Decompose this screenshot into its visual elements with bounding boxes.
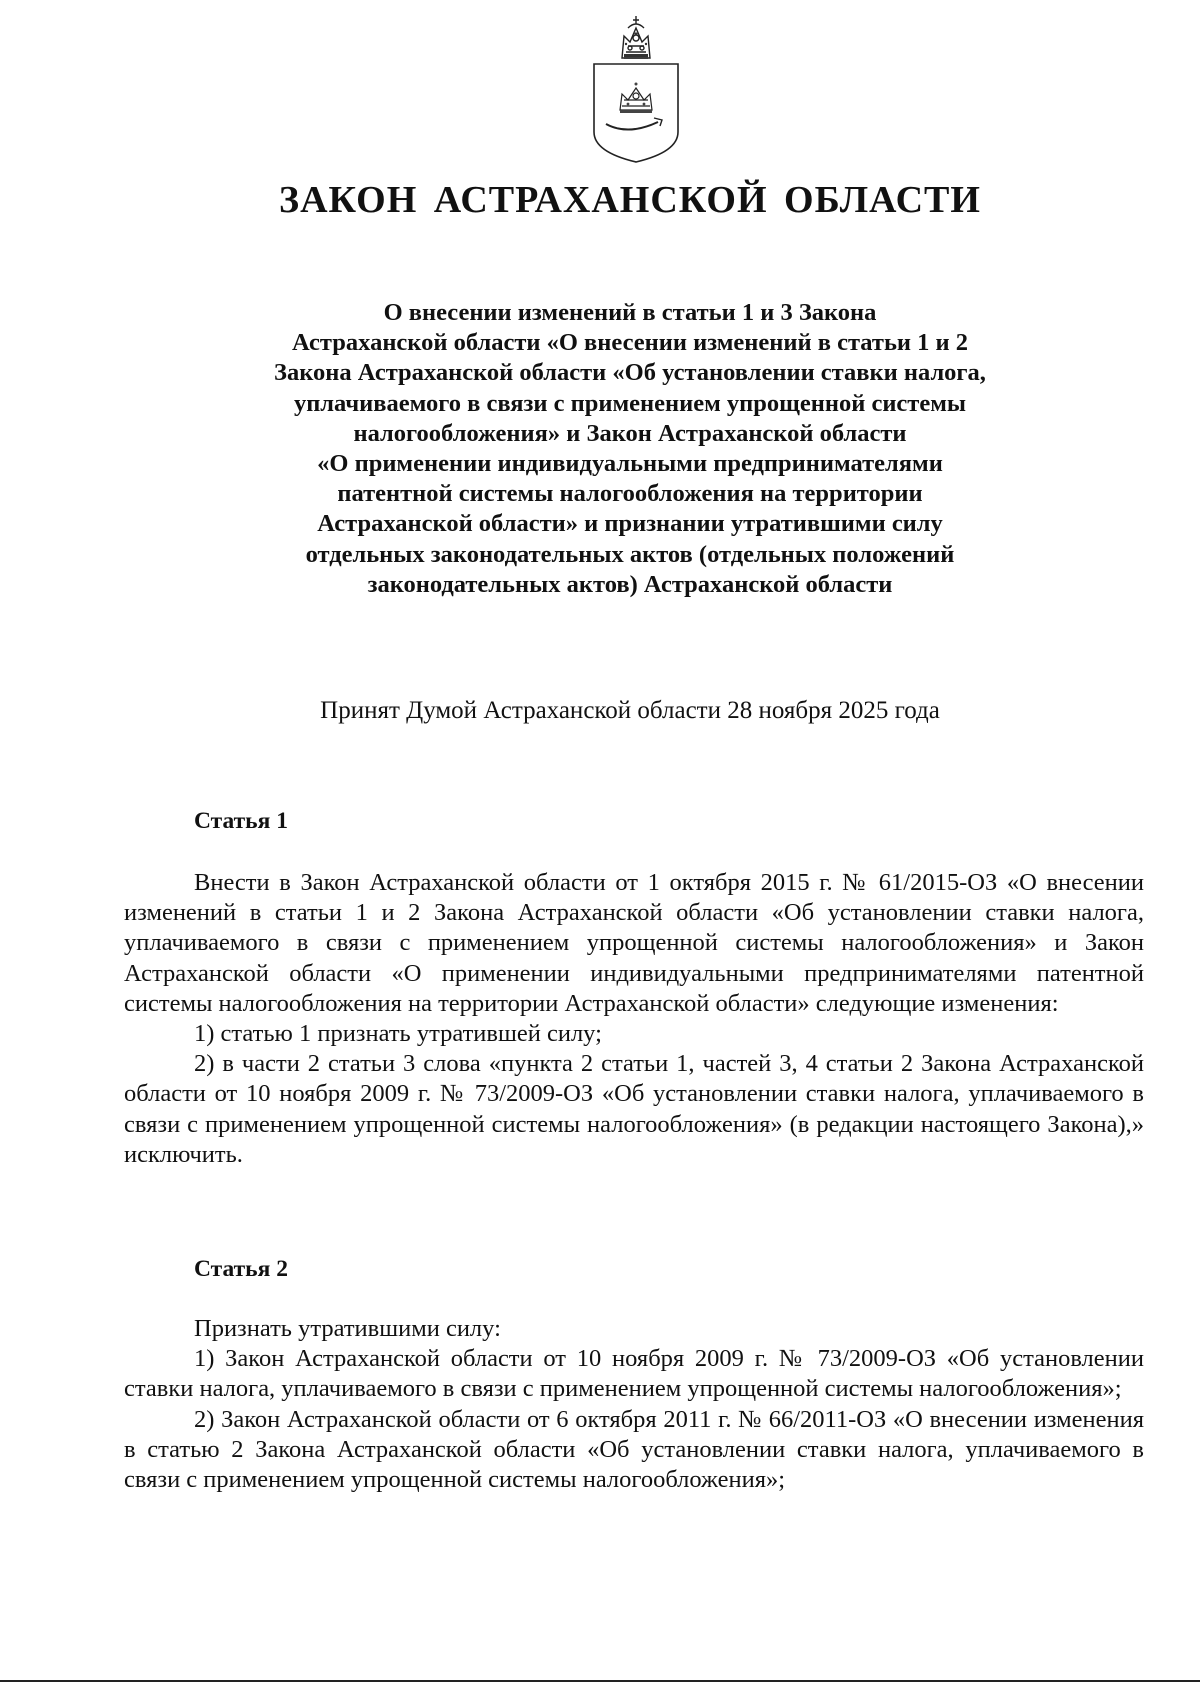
article-2-body	[124, 1314, 1144, 1495]
law-subject	[200, 298, 1060, 600]
subject-line: отдельных законодательных актов (отдельных положений	[305, 540, 955, 568]
article-1-body	[124, 868, 1144, 1170]
subject-line: законодательных актов) Астраханской области	[367, 570, 893, 598]
article-2-heading: Статья 2	[194, 1256, 288, 1282]
subject-line: патентной системы налогообложения на территории	[337, 480, 923, 508]
article-1-item: 1) статью 1 признать утратившей силу;	[194, 1020, 602, 1048]
article-1-paragraph: Внести в Закон Астраханской области от 1 октября 2015 г. № 61/2015-ОЗ «О внесении изменений в статьи 1 и 2 Закона Астраханской области «Об установлении ставки налога, уплачиваемого в связи с применением упрощенной системы налогообложения» и Закон Астраханской области «О применении индивидуальными предпринимателями патентной системы налогообложения на территории Астраханской области» следующие изменения:	[124, 869, 1144, 1017]
adoption-note: Принят Думой Астраханской области 28 ноября 2025 года	[320, 697, 940, 724]
article-2-item: 2) Закон Астраханской области от 6 октября 2011 г. № 66/2011-ОЗ «О внесении изменения в статью 2 Закона Астраханской области «Об установлении ставки налога, уплачиваемого в связи с применением упрощенной системы налогообложения»;	[124, 1405, 1144, 1494]
page-bottom-rule	[0, 1680, 1200, 1682]
coat-of-arms-icon	[588, 14, 684, 164]
law-title: ЗАКОН АСТРАХАНСКОЙ ОБЛАСТИ	[279, 179, 981, 221]
article-1-item: 2) в части 2 статьи 3 слова «пункта 2 статьи 1, частей 3, 4 статьи 2 Закона Астраханской области от 10 ноября 2009 г. № 73/2009-ОЗ «Об установлении ставки налога, уплачиваемого в связи с применением упрощенной системы налогообложения» (в редакции настоящего Закона),» исключить.	[124, 1050, 1144, 1168]
subject-line: уплачиваемого в связи с применением упрощенной системы	[293, 389, 967, 417]
article-1-heading: Статья 1	[194, 808, 288, 834]
article-2-paragraph: Признать утратившими силу:	[194, 1315, 501, 1342]
article-2-item: 1) Закон Астраханской области от 10 ноября 2009 г. № 73/2009-ОЗ «Об установлении ставки налога, уплачиваемого в связи с применением упрощенной системы налогообложения»;	[124, 1345, 1144, 1403]
subject-line: Закона Астраханской области «Об установлении ставки налога,	[274, 359, 986, 387]
subject-line: Астраханской области «О внесении изменений в статьи 1 и 2	[291, 329, 969, 357]
subject-line: налогообложения» и Закон Астраханской области	[353, 419, 907, 447]
subject-line: Астраханской области» и признании утратившими силу	[317, 510, 943, 538]
subject-line: «О применении индивидуальными предпринимателями	[317, 450, 943, 478]
subject-line: О внесении изменений в статьи 1 и 3 Закона	[383, 299, 877, 326]
